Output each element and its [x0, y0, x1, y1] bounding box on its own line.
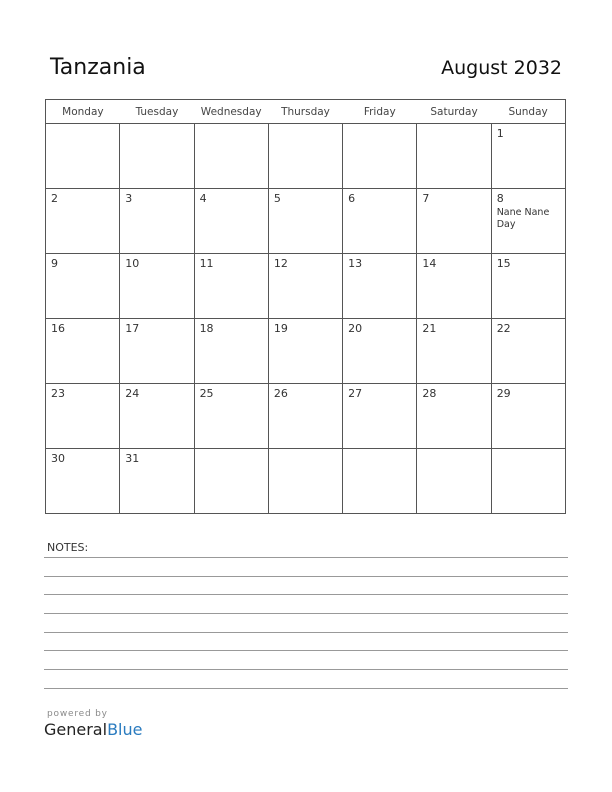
day-number: 23: [51, 387, 65, 400]
calendar-grid: [45, 99, 566, 514]
day-cell: [343, 189, 417, 254]
day-number: 19: [273, 322, 288, 335]
brand-footer: [44, 709, 142, 739]
day-cell: [343, 384, 417, 449]
day-number: 28: [422, 387, 437, 400]
powered-by-text: powered by: [47, 709, 108, 719]
day-cell: [343, 254, 417, 319]
day-number: 22: [496, 322, 511, 335]
day-cell: [46, 449, 120, 514]
day-number: 9: [51, 257, 58, 270]
day-number: 5: [273, 192, 281, 205]
day-number: 12: [273, 257, 288, 270]
day-cell: [268, 254, 342, 319]
day-cell: [194, 254, 268, 319]
note-line: [44, 557, 568, 558]
day-cell: [194, 124, 268, 189]
holiday-label: Nane Nane Day: [496, 207, 550, 230]
day-cell: [417, 384, 491, 449]
weekday-header: Wednesday: [194, 100, 268, 124]
day-number: 29: [496, 387, 511, 400]
calendar-week-row: [46, 124, 566, 189]
day-cell: [417, 449, 491, 514]
month-title: August 2032: [441, 57, 562, 79]
weekday-header-row: [46, 100, 566, 124]
day-cell: [491, 384, 565, 449]
day-cell: [46, 254, 120, 319]
day-number: 6: [348, 192, 356, 205]
note-line: [44, 613, 568, 614]
weekday-header: Monday: [46, 100, 120, 124]
day-cell: [343, 319, 417, 384]
day-cell: [268, 449, 342, 514]
day-cell: [46, 124, 120, 189]
day-cell: [120, 189, 194, 254]
day-cell: [120, 124, 194, 189]
day-cell: [194, 189, 268, 254]
day-cell: [417, 254, 491, 319]
day-cell: [343, 124, 417, 189]
day-number: 21: [422, 322, 437, 335]
weekday-header: Saturday: [417, 100, 491, 124]
day-number: 30: [51, 452, 65, 465]
day-number: 14: [422, 257, 437, 270]
calendar-week-row: [46, 319, 566, 384]
day-cell: [194, 319, 268, 384]
day-number: 26: [273, 387, 288, 400]
calendar-week-row: [46, 254, 566, 319]
note-line: [44, 632, 568, 633]
day-cell: [120, 384, 194, 449]
day-cell: [491, 319, 565, 384]
logo-blue-text: Blue: [107, 720, 143, 739]
weekday-header: Thursday: [268, 100, 342, 124]
note-line: [44, 669, 568, 670]
day-number: 13: [348, 257, 363, 270]
day-cell: [491, 449, 565, 514]
day-number: 16: [51, 322, 65, 335]
day-cell: [343, 449, 417, 514]
day-number: 11: [199, 257, 214, 270]
day-cell: [194, 384, 268, 449]
day-cell: [417, 319, 491, 384]
day-cell: [491, 189, 565, 254]
day-cell: [120, 319, 194, 384]
calendar-week-row: [46, 449, 566, 514]
day-number: 7: [422, 192, 430, 205]
day-number: 15: [496, 257, 511, 270]
day-cell: [120, 254, 194, 319]
day-number: 31: [125, 452, 140, 465]
day-number: 17: [125, 322, 140, 335]
weekday-header: Friday: [343, 100, 417, 124]
note-line: [44, 650, 568, 651]
day-cell: [268, 319, 342, 384]
weekday-header: Tuesday: [120, 100, 194, 124]
day-number: 27: [348, 387, 363, 400]
calendar-week-row: [46, 189, 566, 254]
notes-label: NOTES:: [47, 541, 89, 554]
day-cell: [268, 384, 342, 449]
weekday-header: Sunday: [491, 100, 565, 124]
note-line: [44, 576, 568, 577]
day-cell: [268, 189, 342, 254]
logo-general-text: General: [44, 720, 108, 739]
note-line: [44, 594, 568, 595]
day-number: 4: [199, 192, 207, 205]
day-number: 10: [125, 257, 140, 270]
day-number: 8: [496, 192, 504, 205]
day-number: 18: [199, 322, 214, 335]
day-number: 20: [348, 322, 363, 335]
day-cell: [417, 124, 491, 189]
day-cell: [491, 254, 565, 319]
day-cell: [194, 449, 268, 514]
note-line: [44, 688, 568, 689]
day-cell: [46, 319, 120, 384]
day-number: 24: [125, 387, 140, 400]
day-cell: [268, 124, 342, 189]
day-cell: [491, 124, 565, 189]
day-cell: [46, 189, 120, 254]
day-cell: [120, 449, 194, 514]
day-cell: [46, 384, 120, 449]
day-number: 2: [51, 192, 58, 205]
day-number: 25: [199, 387, 214, 400]
generalblue-logo: [44, 720, 142, 739]
day-number: 3: [125, 192, 133, 205]
day-number: 1: [496, 127, 504, 140]
calendar-week-row: [46, 384, 566, 449]
day-cell: [417, 189, 491, 254]
country-title: Tanzania: [50, 55, 146, 80]
